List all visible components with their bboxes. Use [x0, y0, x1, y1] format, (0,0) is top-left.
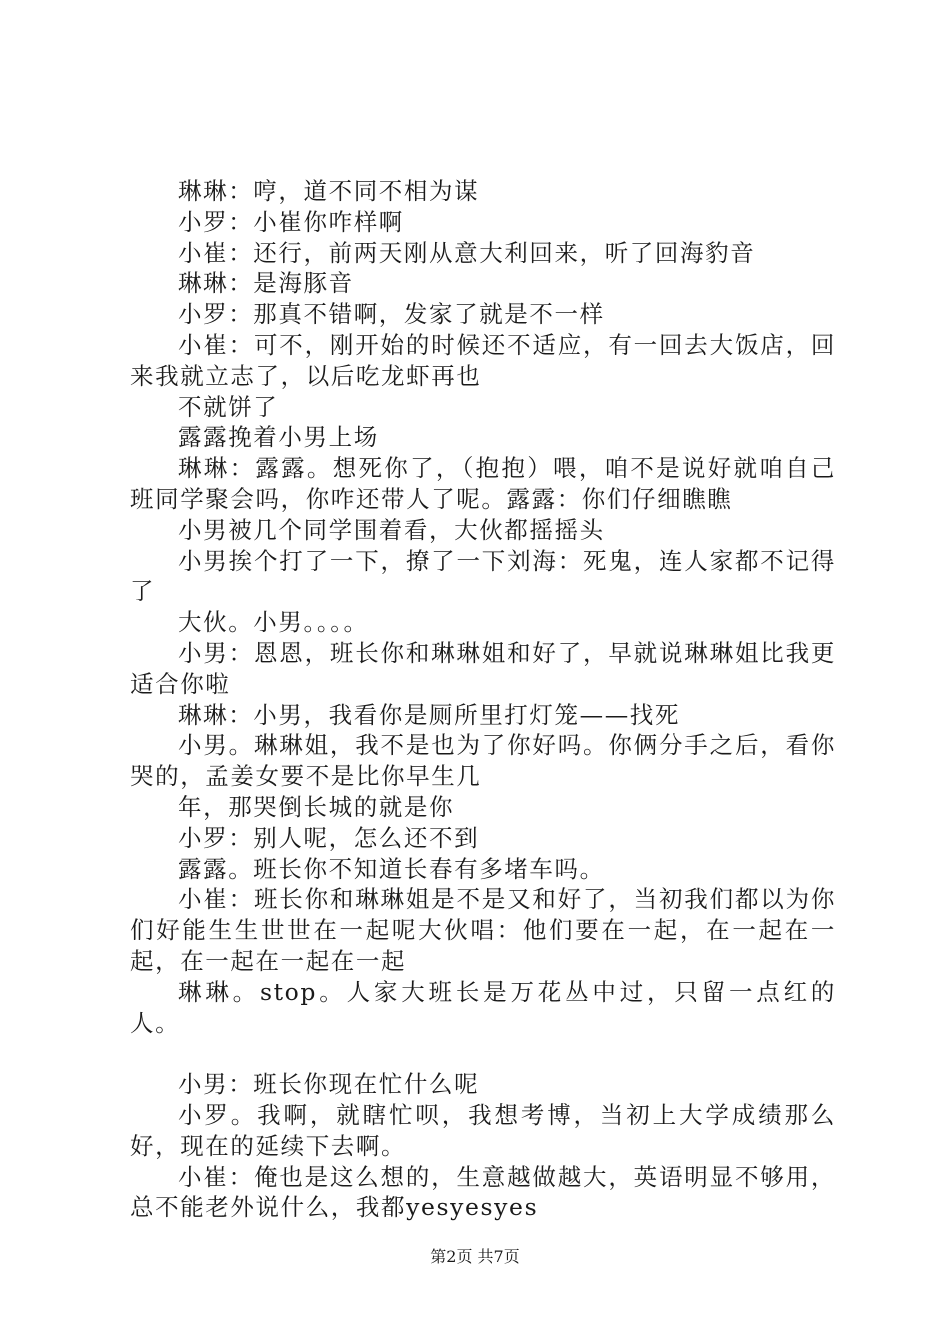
page-number-footer: 第2页 共7页: [430, 1247, 520, 1266]
document-body: [130, 176, 836, 1223]
dialogue-line: 琳琳：露露。想死你了，（抱抱）喂，咱不是说好就咱自己班同学聚会吗，你咋还带人了呢。露露：你们仔细瞧瞧: [130, 454, 836, 513]
dialogue-line: 小崔：还行，前两天刚从意大利回来，听了回海豹音: [178, 238, 756, 267]
dialogue-line: 小崔：可不，刚开始的时候还不适应，有一回去大饭店，回来我就立志了，以后吃龙虾再也: [130, 330, 836, 390]
dialogue-line: 小男：班长你现在忙什么呢: [178, 1070, 480, 1099]
dialogue-line: 小罗：小崔你咋样啊: [178, 207, 404, 236]
dialogue-line: 大伙。小男。。。。: [178, 608, 369, 637]
dialogue-line: 琳琳：哼，道不同不相为谋: [178, 177, 480, 205]
blank-line: [130, 1038, 836, 1069]
dialogue-line: 琳琳。stop。人家大班长是万花丛中过，只留一点红的人。: [130, 977, 836, 1037]
dialogue-line: 小男：恩恩，班长你和琳琳姐和好了，早就说琳琳姐比我更适合你啦: [130, 638, 836, 698]
dialogue-line: 露露。班长你不知道长春有多堵车吗。: [178, 854, 605, 883]
dialogue-line: 小罗：那真不错啊，发家了就是不一样: [178, 300, 605, 329]
dialogue-line: 小罗。我啊，就瞎忙呗，我想考博，当初上大学成绩那么好，现在的延续下去啊。: [130, 1100, 836, 1160]
dialogue-line: 年，那哭倒长城的就是你: [178, 792, 455, 821]
dialogue-line: 琳琳：是海豚音: [178, 269, 354, 298]
stage-direction: 小男被几个同学围着看，大伙都摇摇头: [178, 515, 605, 544]
stage-direction: 露露挽着小男上场: [178, 423, 379, 452]
dialogue-line: 琳琳：小男，我看你是厕所里打灯笼——找死: [178, 700, 680, 729]
dialogue-line: 小崔：班长你和琳琳姐是不是又和好了，当初我们都以为你们好能生生世世在一起呢大伙唱：他们要在一起，在一起在一起，在一起在一起在一起: [130, 885, 836, 975]
dialogue-line: 不就饼了: [178, 392, 279, 421]
dialogue-line: 小男。琳琳姐，我不是也为了你好吗。你俩分手之后，看你哭的，孟姜女要不是比你早生几: [130, 731, 836, 791]
stage-direction: 小男挨个打了一下，撩了一下刘海：死鬼，连人家都不记得了: [130, 546, 836, 606]
dialogue-line: 小罗：别人呢，怎么还不到: [178, 823, 480, 852]
dialogue-line: 小崔：俺也是这么想的，生意越做越大，英语明显不够用，总不能老外说什么，我都yesyesyes: [130, 1162, 836, 1222]
